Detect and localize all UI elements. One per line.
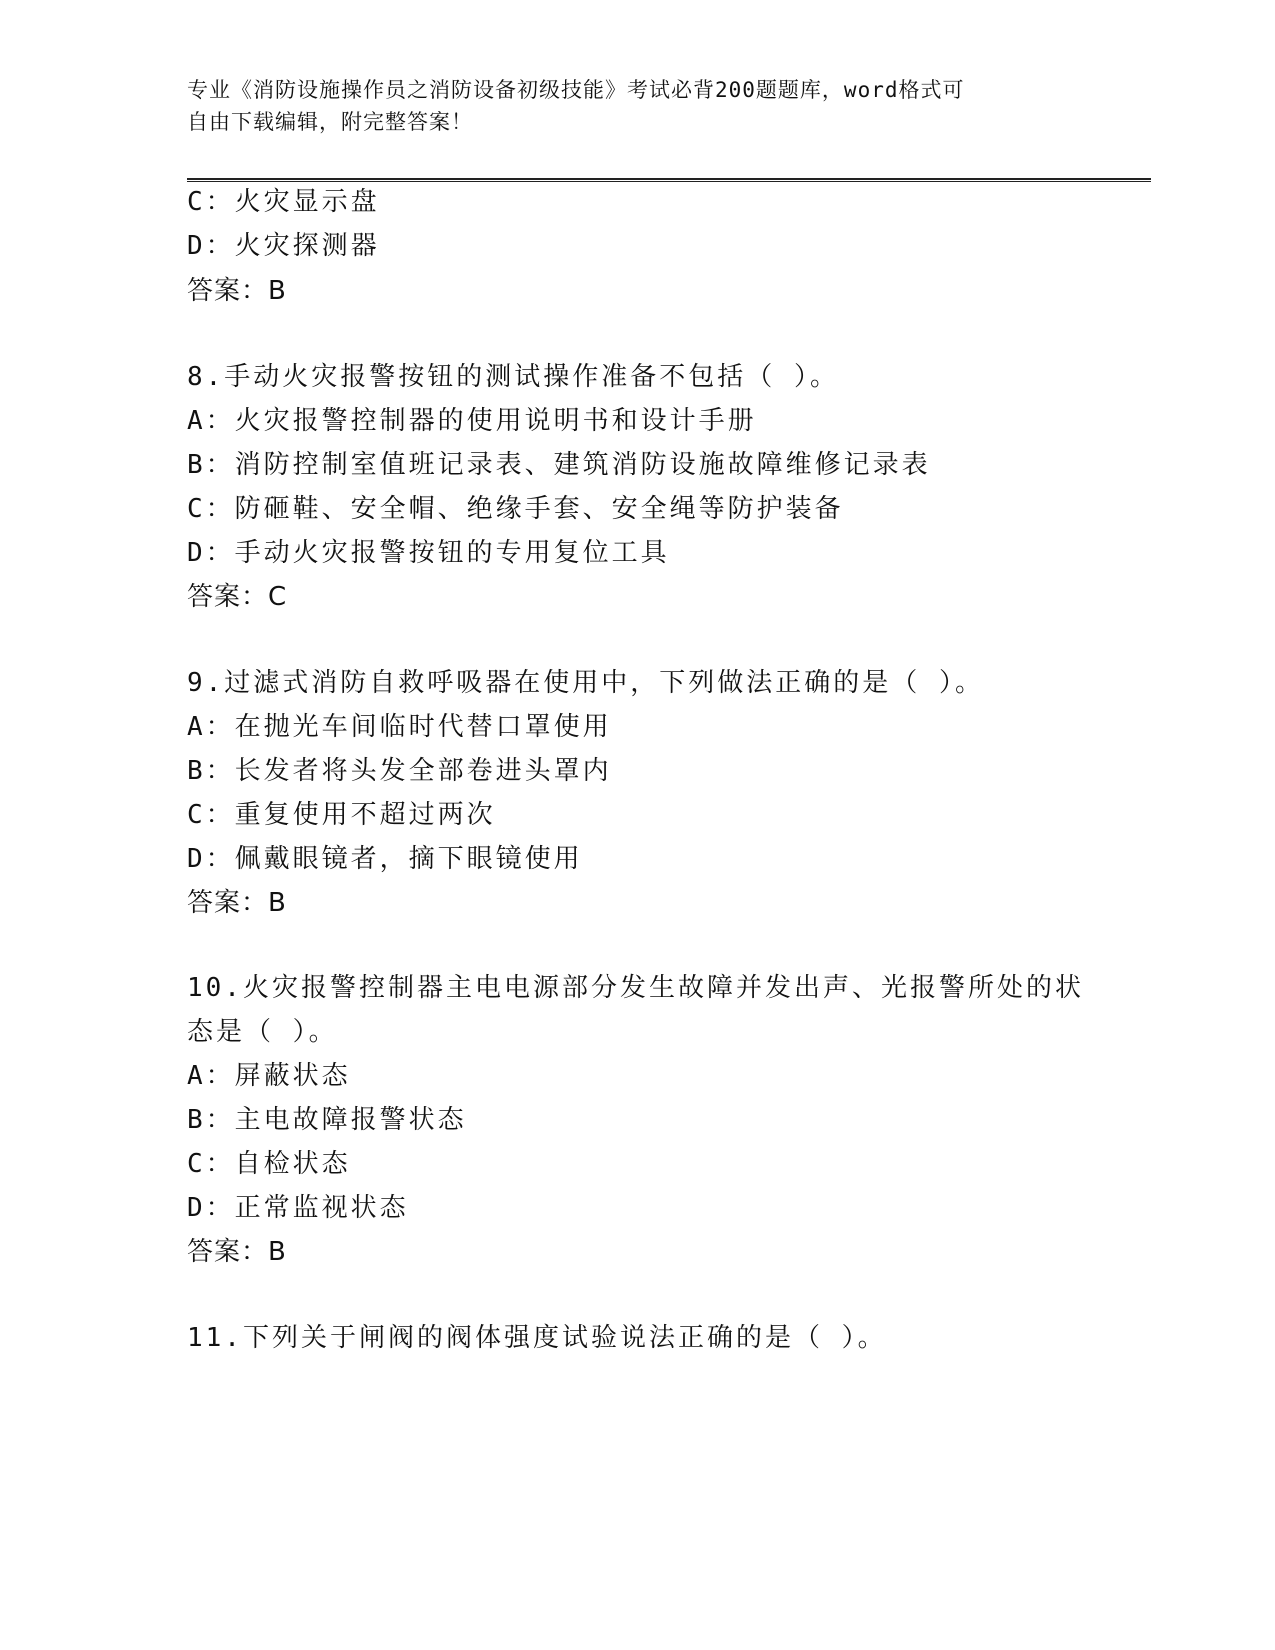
question-8-option-d: D：手动火灾报警按钮的专用复位工具 — [187, 538, 670, 568]
question-10-stem-line-1: 10.火灾报警控制器主电电源部分发生故障并发出声、光报警所处的状 — [187, 973, 1084, 1003]
question-10-option-c: C：自检状态 — [187, 1149, 351, 1179]
question-11-stem: 11.下列关于闸阀的阀体强度试验说法正确的是（ ）。 — [187, 1323, 887, 1353]
option-d: D：火灾探测器 — [187, 231, 380, 261]
page-header — [187, 74, 1067, 138]
question-8-stem: 8.手动火灾报警按钮的测试操作准备不包括（ ）。 — [187, 362, 839, 392]
question-9-option-c: C：重复使用不超过两次 — [187, 800, 496, 830]
question-8-option-c: C：防砸鞋、安全帽、绝缘手套、安全绳等防护装备 — [187, 494, 844, 524]
question-9-stem: 9.过滤式消防自救呼吸器在使用中，下列做法正确的是（ ）。 — [187, 668, 984, 698]
answer: 答案：B — [187, 276, 287, 306]
question-10-stem-line-2: 态是（ ）。 — [187, 1017, 338, 1047]
question-9-option-b: B：长发者将头发全部卷进头罩内 — [187, 756, 612, 786]
question-9-answer: 答案：B — [187, 888, 287, 918]
header-line-2: 自由下载编辑，附完整答案！ — [187, 110, 473, 134]
header-divider — [187, 178, 1151, 182]
question-8-answer: 答案：C — [187, 582, 288, 612]
option-c: C：火灾显示盘 — [187, 187, 380, 217]
question-10-option-a: A：屏蔽状态 — [187, 1061, 351, 1091]
question-9-option-d: D：佩戴眼镜者，摘下眼镜使用 — [187, 844, 583, 874]
question-10-option-b: B：主电故障报警状态 — [187, 1105, 467, 1135]
question-8-option-a: A：火灾报警控制器的使用说明书和设计手册 — [187, 406, 757, 436]
question-10-option-d: D：正常监视状态 — [187, 1193, 409, 1223]
question-9-option-a: A：在抛光车间临时代替口罩使用 — [187, 712, 612, 742]
question-10-answer: 答案：B — [187, 1237, 287, 1267]
header-line-1: 专业《消防设施操作员之消防设备初级技能》考试必背200题题库，word格式可 — [187, 78, 965, 102]
question-8-option-b: B：消防控制室值班记录表、建筑消防设施故障维修记录表 — [187, 450, 931, 480]
